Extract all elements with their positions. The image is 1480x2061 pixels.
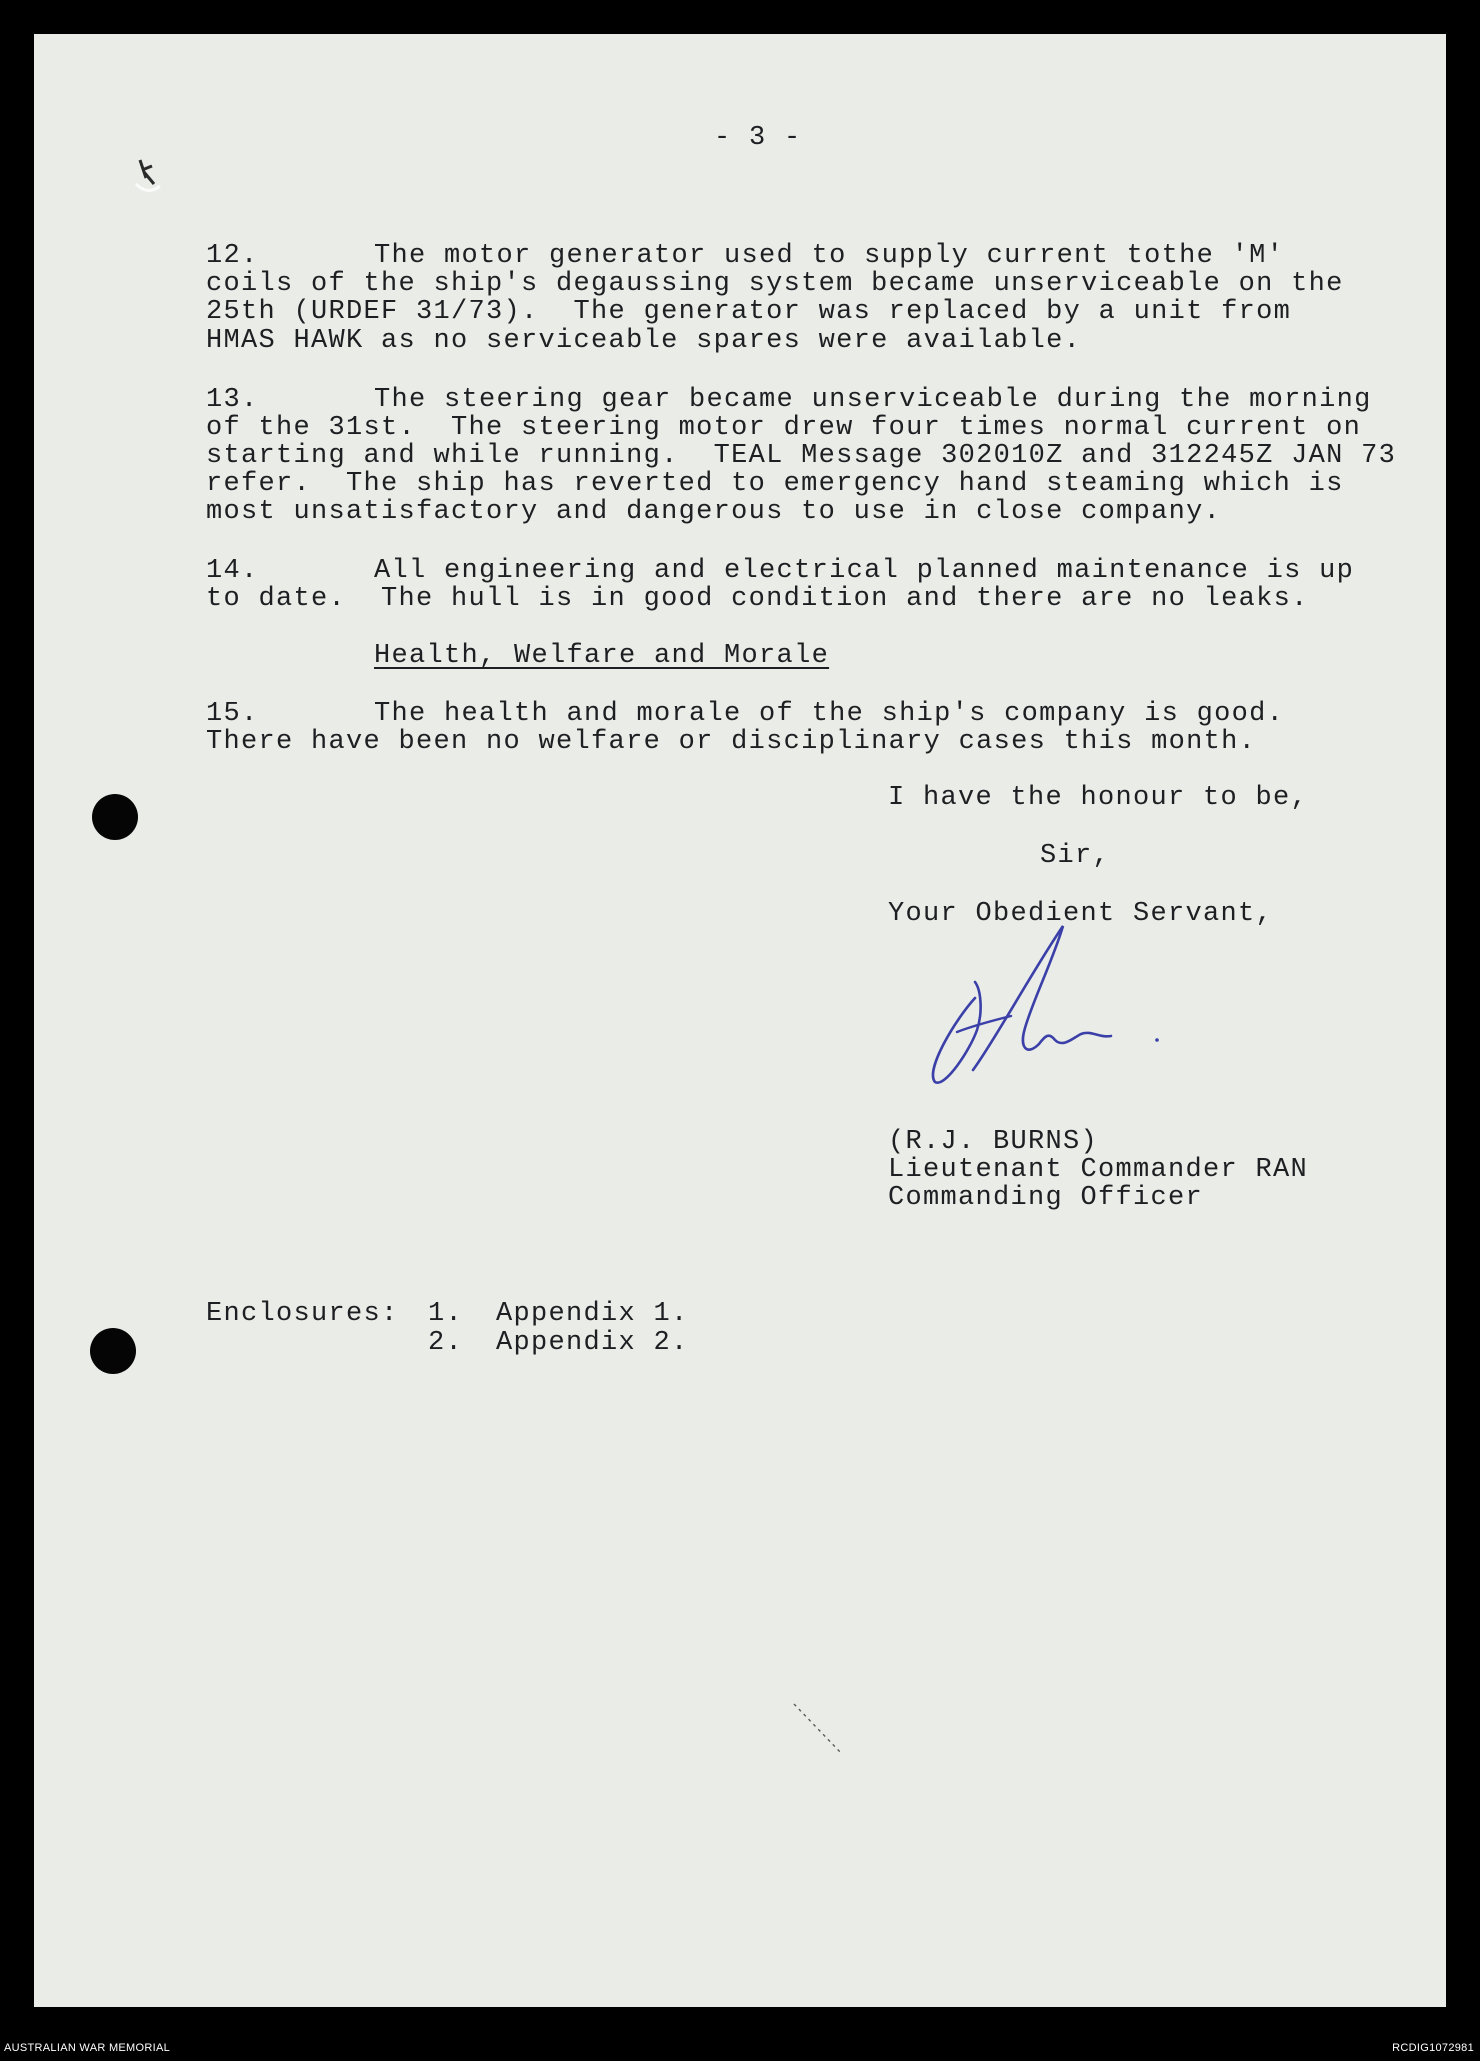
paragraph-line: refer. The ship has reverted to emergency hand steaming which is	[206, 469, 1344, 499]
enclosure-number: 2.	[428, 1328, 464, 1358]
footer-item-id: RCDIG1072981	[1392, 2042, 1474, 2054]
punch-hole-bottom	[90, 1328, 136, 1374]
paragraph-line: 25th (URDEF 31/73). The generator was replaced by a unit from	[206, 297, 1292, 327]
closing-line: Your Obedient Servant,	[888, 899, 1274, 929]
page-number: - 3 -	[714, 123, 802, 153]
closing-line: Sir,	[1040, 841, 1111, 871]
handwritten-signature	[915, 920, 1175, 1100]
paragraph-line: The steering gear became unserviceable during the morning	[374, 385, 1372, 415]
enclosure-item: Appendix 1.	[496, 1299, 689, 1329]
enclosure-item: Appendix 2.	[496, 1328, 689, 1358]
paragraph-number: 12.	[206, 241, 259, 271]
paragraph-line: coils of the ship's degaussing system became unserviceable on the	[206, 269, 1344, 299]
paragraph-line: All engineering and electrical planned maintenance is up	[374, 556, 1355, 586]
enclosure-number: 1.	[428, 1299, 464, 1329]
paragraph-number: 13.	[206, 385, 259, 415]
paper-speck	[790, 1700, 850, 1760]
paragraph-line: The health and morale of the ship's company is good.	[374, 699, 1285, 729]
signatory-rank: Lieutenant Commander RAN	[888, 1155, 1309, 1185]
paragraph-line: The motor generator used to supply current tothe 'M'	[374, 241, 1285, 271]
paragraph-number: 15.	[206, 699, 259, 729]
paragraph-line: of the 31st. The steering motor drew four times normal current on	[206, 413, 1362, 443]
paragraph-line: starting and while running. TEAL Message 302010Z and 312245Z JAN 73	[206, 441, 1397, 471]
enclosures-label: Enclosures:	[206, 1299, 399, 1329]
footer-archive-name: AUSTRALIAN WAR MEMORIAL	[4, 2042, 171, 2054]
closing-line: I have the honour to be,	[888, 783, 1309, 813]
paragraph-line: to date. The hull is in good condition and there are no leaks.	[206, 584, 1309, 614]
signatory-name: (R.J. BURNS)	[888, 1127, 1099, 1157]
signatory-role: Commanding Officer	[888, 1183, 1204, 1213]
section-heading: Health, Welfare and Morale	[374, 641, 830, 671]
paragraph-line: most unsatisfactory and dangerous to use in close company.	[206, 497, 1222, 527]
paragraph-line: There have been no welfare or disciplinary cases this month.	[206, 727, 1257, 757]
paragraph-number: 14.	[206, 556, 259, 586]
paragraph-line: HMAS HAWK as no serviceable spares were available.	[206, 326, 1082, 356]
punch-hole-top	[92, 794, 138, 840]
paper-blemish	[128, 150, 168, 200]
